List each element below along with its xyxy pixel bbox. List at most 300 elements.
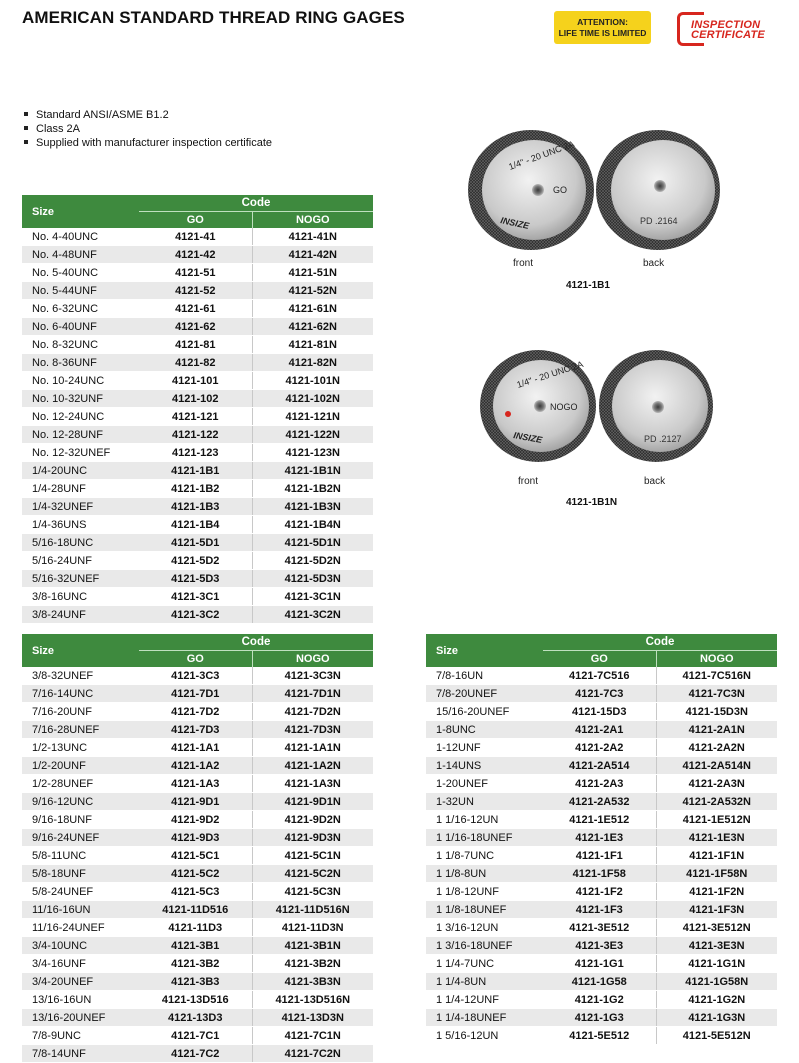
nogo-code-cell: 4121-3B2N	[252, 955, 373, 973]
go-code-cell: 4121-1F2	[543, 883, 656, 901]
size-cell: No. 4-40UNC	[22, 228, 139, 246]
size-cell: 1/4-32UNEF	[22, 498, 139, 516]
size-cell: No. 6-40UNF	[22, 318, 139, 336]
nogo-code-cell: 4121-1F3N	[656, 901, 777, 919]
nogo-header: NOGO	[252, 651, 373, 668]
brand-logo: INSIZE	[512, 430, 543, 446]
code-header: Code	[543, 634, 777, 651]
nogo-code-cell: 4121-1B1N	[252, 462, 373, 480]
go-code-cell: 4121-5C3	[139, 883, 252, 901]
gage-type-nogo: NOGO	[550, 402, 578, 412]
front-caption: front	[513, 258, 534, 269]
table-row	[22, 685, 373, 703]
size-cell: 7/8-9UNC	[22, 1027, 139, 1045]
go-code-cell: 4121-11D3	[139, 919, 252, 937]
table-row	[426, 703, 777, 721]
table-row	[22, 883, 373, 901]
size-cell: 1-12UNF	[426, 739, 543, 757]
nogo-code-cell: 4121-5C2N	[252, 865, 373, 883]
size-cell: No. 8-36UNF	[22, 354, 139, 372]
table-row	[22, 901, 373, 919]
go-code-cell: 4121-3B2	[139, 955, 252, 973]
size-cell: 1 1/8-12UNF	[426, 883, 543, 901]
table-row	[426, 1009, 777, 1027]
go-code-cell: 4121-61	[139, 300, 252, 318]
size-cell: 3/8-32UNEF	[22, 667, 139, 685]
size-cell: 1 1/4-7UNC	[426, 955, 543, 973]
table-row	[426, 667, 777, 685]
size-cell: No. 10-32UNF	[22, 390, 139, 408]
go-code-cell: 4121-3C2	[139, 606, 252, 624]
go-code-cell: 4121-9D2	[139, 811, 252, 829]
table-row	[426, 883, 777, 901]
table-row	[426, 1027, 777, 1045]
table-row	[22, 955, 373, 973]
size-cell: 1/4-28UNF	[22, 480, 139, 498]
size-table-1	[22, 195, 373, 624]
nogo-code-cell: 4121-2A1N	[656, 721, 777, 739]
size-cell: No. 6-32UNC	[22, 300, 139, 318]
size-cell: 1 1/4-18UNEF	[426, 1009, 543, 1027]
go-code-cell: 4121-3B3	[139, 973, 252, 991]
go-header: GO	[139, 212, 252, 229]
go-code-cell: 4121-2A3	[543, 775, 656, 793]
go-code-cell: 4121-5E512	[543, 1027, 656, 1045]
size-cell: 3/8-24UNF	[22, 606, 139, 624]
size-header: Size	[426, 634, 543, 667]
go-code-cell: 4121-7C3	[543, 685, 656, 703]
nogo-code-cell: 4121-3B3N	[252, 973, 373, 991]
size-cell: 1-20UNEF	[426, 775, 543, 793]
nogo-code-cell: 4121-1F1N	[656, 847, 777, 865]
nogo-code-cell: 4121-51N	[252, 264, 373, 282]
certificate-line-2: CERTIFICATE	[691, 29, 765, 41]
nogo-code-cell: 4121-13D3N	[252, 1009, 373, 1027]
size-cell: 11/16-16UN	[22, 901, 139, 919]
go-code-cell: 4121-7D1	[139, 685, 252, 703]
gage-nogo-front	[480, 350, 596, 462]
go-code-cell: 4121-1G3	[543, 1009, 656, 1027]
nogo-code-cell: 4121-2A3N	[656, 775, 777, 793]
ring-gage-images	[468, 128, 768, 528]
nogo-code-cell: 4121-7D2N	[252, 703, 373, 721]
table-row	[22, 246, 373, 264]
attention-badge	[554, 11, 651, 44]
nogo-code-cell: 4121-9D1N	[252, 793, 373, 811]
go-code-cell: 4121-3C1	[139, 588, 252, 606]
go-code-cell: 4121-3B1	[139, 937, 252, 955]
size-cell: 7/16-20UNF	[22, 703, 139, 721]
table-row	[426, 775, 777, 793]
go-code-cell: 4121-42	[139, 246, 252, 264]
table-row	[426, 739, 777, 757]
size-cell: No. 5-40UNC	[22, 264, 139, 282]
go-code-cell: 4121-1B3	[139, 498, 252, 516]
table-row	[22, 793, 373, 811]
back-caption: back	[644, 476, 666, 487]
size-cell: 7/16-14UNC	[22, 685, 139, 703]
nogo-code-cell: 4121-2A2N	[656, 739, 777, 757]
size-cell: 13/16-20UNEF	[22, 1009, 139, 1027]
back-caption: back	[643, 258, 665, 269]
table-row	[426, 919, 777, 937]
nogo-code-cell: 4121-1G3N	[656, 1009, 777, 1027]
nogo-header: NOGO	[252, 212, 373, 229]
nogo-code-cell: 4121-101N	[252, 372, 373, 390]
feature-list	[22, 108, 272, 150]
table-row	[22, 498, 373, 516]
nogo-code-cell: 4121-7D3N	[252, 721, 373, 739]
table-row	[426, 793, 777, 811]
size-cell: 15/16-20UNEF	[426, 703, 543, 721]
table-row	[22, 552, 373, 570]
nogo-code-cell: 4121-1G2N	[656, 991, 777, 1009]
nogo-code-cell: 4121-3C2N	[252, 606, 373, 624]
go-code-cell: 4121-1F58	[543, 865, 656, 883]
size-cell: 3/4-10UNC	[22, 937, 139, 955]
table-row	[22, 300, 373, 318]
nogo-code-cell: 4121-5C3N	[252, 883, 373, 901]
table-row	[22, 829, 373, 847]
go-code-cell: 4121-11D516	[139, 901, 252, 919]
go-code-cell: 4121-5C2	[139, 865, 252, 883]
go-code-cell: 4121-5C1	[139, 847, 252, 865]
go-code-cell: 4121-1E512	[543, 811, 656, 829]
nogo-code-cell: 4121-3E3N	[656, 937, 777, 955]
size-cell: 7/16-28UNEF	[22, 721, 139, 739]
size-cell: No. 4-48UNF	[22, 246, 139, 264]
nogo-code-cell: 4121-15D3N	[656, 703, 777, 721]
nogo-code-cell: 4121-7C516N	[656, 667, 777, 685]
size-cell: 1-8UNC	[426, 721, 543, 739]
go-header: GO	[139, 651, 252, 668]
nogo-code-cell: 4121-11D3N	[252, 919, 373, 937]
table-row	[22, 318, 373, 336]
nogo-code-cell: 4121-61N	[252, 300, 373, 318]
feature-item: Supplied with manufacturer inspection certificate	[22, 136, 272, 150]
go-code-cell: 4121-7C516	[543, 667, 656, 685]
feature-item: Standard ANSI/ASME B1.2	[22, 108, 272, 122]
go-code-cell: 4121-122	[139, 426, 252, 444]
go-code-cell: 4121-1E3	[543, 829, 656, 847]
table-row	[22, 811, 373, 829]
go-code-cell: 4121-121	[139, 408, 252, 426]
nogo-code-cell: 4121-1F58N	[656, 865, 777, 883]
go-code-cell: 4121-1B2	[139, 480, 252, 498]
size-cell: 9/16-24UNEF	[22, 829, 139, 847]
table-row	[22, 444, 373, 462]
product-code-caption: 4121-1B1	[566, 280, 610, 291]
go-code-cell: 4121-13D3	[139, 1009, 252, 1027]
nogo-code-cell: 4121-81N	[252, 336, 373, 354]
nogo-code-cell: 4121-7C3N	[656, 685, 777, 703]
size-cell: 7/8-14UNF	[22, 1045, 139, 1063]
size-cell: 1 1/16-18UNEF	[426, 829, 543, 847]
table-row	[22, 937, 373, 955]
table-row	[426, 937, 777, 955]
table-row	[22, 264, 373, 282]
nogo-code-cell: 4121-3B1N	[252, 937, 373, 955]
go-code-cell: 4121-51	[139, 264, 252, 282]
go-code-cell: 4121-9D1	[139, 793, 252, 811]
size-cell: No. 5-44UNF	[22, 282, 139, 300]
table-row	[426, 685, 777, 703]
nogo-code-cell: 4121-7D1N	[252, 685, 373, 703]
table-row	[22, 354, 373, 372]
size-cell: 5/8-11UNC	[22, 847, 139, 865]
nogo-code-cell: 4121-121N	[252, 408, 373, 426]
size-cell: 5/16-32UNEF	[22, 570, 139, 588]
size-cell: 1/2-28UNEF	[22, 775, 139, 793]
go-code-cell: 4121-13D516	[139, 991, 252, 1009]
size-cell: No. 12-24UNC	[22, 408, 139, 426]
size-cell: 1 5/16-12UN	[426, 1027, 543, 1045]
size-cell: 5/16-24UNF	[22, 552, 139, 570]
table-row	[22, 919, 373, 937]
table-row	[22, 991, 373, 1009]
nogo-code-cell: 4121-7C1N	[252, 1027, 373, 1045]
go-code-cell: 4121-2A1	[543, 721, 656, 739]
pd-marking: PD .2164	[640, 216, 678, 226]
size-cell: 1 1/8-18UNEF	[426, 901, 543, 919]
size-cell: No. 12-28UNF	[22, 426, 139, 444]
code-header: Code	[139, 195, 373, 212]
go-code-cell: 4121-7D2	[139, 703, 252, 721]
nogo-code-cell: 4121-5D3N	[252, 570, 373, 588]
go-code-cell: 4121-41	[139, 228, 252, 246]
attention-line-2: LIFE TIME IS LIMITED	[558, 27, 647, 38]
go-code-cell: 4121-15D3	[543, 703, 656, 721]
table-row	[22, 757, 373, 775]
nogo-code-cell: 4121-5D2N	[252, 552, 373, 570]
size-cell: 3/8-16UNC	[22, 588, 139, 606]
table-row	[22, 336, 373, 354]
nogo-code-cell: 4121-7C2N	[252, 1045, 373, 1063]
go-code-cell: 4121-7C2	[139, 1045, 252, 1063]
size-cell: No. 10-24UNC	[22, 372, 139, 390]
size-cell: 9/16-18UNF	[22, 811, 139, 829]
go-code-cell: 4121-1A3	[139, 775, 252, 793]
nogo-code-cell: 4121-2A514N	[656, 757, 777, 775]
size-cell: 5/16-18UNC	[22, 534, 139, 552]
go-code-cell: 4121-1A1	[139, 739, 252, 757]
table-row	[22, 1009, 373, 1027]
table-row	[22, 570, 373, 588]
go-code-cell: 4121-102	[139, 390, 252, 408]
nogo-code-cell: 4121-123N	[252, 444, 373, 462]
table-row	[22, 721, 373, 739]
go-code-cell: 4121-7C1	[139, 1027, 252, 1045]
table-row	[22, 1027, 373, 1045]
pd-marking: PD .2127	[644, 434, 682, 444]
size-cell: 3/4-20UNEF	[22, 973, 139, 991]
nogo-code-cell: 4121-1E3N	[656, 829, 777, 847]
size-cell: No. 8-32UNC	[22, 336, 139, 354]
go-code-cell: 4121-1G1	[543, 955, 656, 973]
size-cell: 1 3/16-18UNEF	[426, 937, 543, 955]
nogo-code-cell: 4121-52N	[252, 282, 373, 300]
nogo-code-cell: 4121-3E512N	[656, 919, 777, 937]
go-code-cell: 4121-7D3	[139, 721, 252, 739]
gage-marking: 1/4" - 20 UNC 2A	[515, 358, 585, 390]
table-row	[426, 811, 777, 829]
size-cell: 3/4-16UNF	[22, 955, 139, 973]
go-header: GO	[543, 651, 656, 668]
size-cell: 5/8-18UNF	[22, 865, 139, 883]
nogo-code-cell: 4121-5E512N	[656, 1027, 777, 1045]
table-row	[22, 516, 373, 534]
nogo-code-cell: 4121-5C1N	[252, 847, 373, 865]
size-table-2	[22, 634, 373, 1063]
go-code-cell: 4121-3C3	[139, 667, 252, 685]
go-code-cell: 4121-1G2	[543, 991, 656, 1009]
nogo-code-cell: 4121-3C3N	[252, 667, 373, 685]
table-row	[426, 973, 777, 991]
table-row	[426, 757, 777, 775]
feature-item: Class 2A	[22, 122, 272, 136]
table-row	[22, 480, 373, 498]
size-cell: 11/16-24UNEF	[22, 919, 139, 937]
size-cell: 1/2-20UNF	[22, 757, 139, 775]
table-row	[426, 829, 777, 847]
size-cell: No. 12-32UNEF	[22, 444, 139, 462]
code-header: Code	[139, 634, 373, 651]
nogo-code-cell: 4121-3C1N	[252, 588, 373, 606]
size-cell: 1/4-20UNC	[22, 462, 139, 480]
table-row	[426, 865, 777, 883]
go-code-cell: 4121-2A532	[543, 793, 656, 811]
nogo-code-cell: 4121-42N	[252, 246, 373, 264]
go-code-cell: 4121-2A514	[543, 757, 656, 775]
size-cell: 1 1/16-12UN	[426, 811, 543, 829]
nogo-code-cell: 4121-9D2N	[252, 811, 373, 829]
go-code-cell: 4121-1B1	[139, 462, 252, 480]
size-cell: 1/2-13UNC	[22, 739, 139, 757]
size-cell: 9/16-12UNC	[22, 793, 139, 811]
go-code-cell: 4121-3E3	[543, 937, 656, 955]
size-header: Size	[22, 634, 139, 667]
go-code-cell: 4121-5D2	[139, 552, 252, 570]
nogo-code-cell: 4121-1G58N	[656, 973, 777, 991]
gage-go-front	[468, 130, 594, 250]
nogo-code-cell: 4121-1A1N	[252, 739, 373, 757]
go-code-cell: 4121-81	[139, 336, 252, 354]
nogo-code-cell: 4121-41N	[252, 228, 373, 246]
table-row	[426, 955, 777, 973]
size-cell: 1/4-36UNS	[22, 516, 139, 534]
go-code-cell: 4121-82	[139, 354, 252, 372]
gage-type-go: GO	[553, 185, 568, 195]
size-cell: 7/8-16UN	[426, 667, 543, 685]
attention-line-1: ATTENTION:	[577, 16, 628, 27]
nogo-code-cell: 4121-102N	[252, 390, 373, 408]
nogo-header: NOGO	[656, 651, 777, 668]
size-cell: 13/16-16UN	[22, 991, 139, 1009]
nogo-code-cell: 4121-13D516N	[252, 991, 373, 1009]
go-code-cell: 4121-101	[139, 372, 252, 390]
table-row	[22, 739, 373, 757]
table-row	[22, 667, 373, 685]
table-row	[22, 1045, 373, 1063]
size-header: Size	[22, 195, 139, 228]
red-dot-icon	[505, 411, 511, 417]
size-table-3	[426, 634, 777, 1045]
certificate-line-1: INSPECTION	[691, 19, 761, 31]
size-cell: 7/8-20UNEF	[426, 685, 543, 703]
nogo-code-cell: 4121-122N	[252, 426, 373, 444]
certificate-text	[691, 20, 765, 40]
go-code-cell: 4121-2A2	[543, 739, 656, 757]
go-code-cell: 4121-1F3	[543, 901, 656, 919]
go-code-cell: 4121-1B4	[139, 516, 252, 534]
inspection-certificate-logo	[677, 12, 787, 44]
nogo-code-cell: 4121-82N	[252, 354, 373, 372]
table-row	[426, 991, 777, 1009]
go-code-cell: 4121-5D1	[139, 534, 252, 552]
nogo-code-cell: 4121-1F2N	[656, 883, 777, 901]
go-code-cell: 4121-9D3	[139, 829, 252, 847]
table-row	[22, 588, 373, 606]
go-code-cell: 4121-5D3	[139, 570, 252, 588]
nogo-code-cell: 4121-1B2N	[252, 480, 373, 498]
gage-marking: 1/4" - 20 UNC 2A	[507, 138, 576, 172]
go-code-cell: 4121-52	[139, 282, 252, 300]
go-code-cell: 4121-123	[139, 444, 252, 462]
front-caption: front	[518, 476, 539, 487]
go-code-cell: 4121-1F1	[543, 847, 656, 865]
size-cell: 1 1/4-12UNF	[426, 991, 543, 1009]
table-row	[426, 721, 777, 739]
table-row	[22, 426, 373, 444]
go-code-cell: 4121-1A2	[139, 757, 252, 775]
go-code-cell: 4121-3E512	[543, 919, 656, 937]
nogo-code-cell: 4121-1G1N	[656, 955, 777, 973]
nogo-code-cell: 4121-1E512N	[656, 811, 777, 829]
product-code-caption: 4121-1B1N	[566, 497, 618, 508]
table-row	[22, 973, 373, 991]
table-row	[22, 390, 373, 408]
size-cell: 1 1/8-8UN	[426, 865, 543, 883]
size-cell: 5/8-24UNEF	[22, 883, 139, 901]
gage-nogo-back	[599, 350, 713, 462]
nogo-code-cell: 4121-1B3N	[252, 498, 373, 516]
nogo-code-cell: 4121-1A2N	[252, 757, 373, 775]
go-code-cell: 4121-62	[139, 318, 252, 336]
brand-logo: INSIZE	[499, 215, 531, 231]
table-row	[22, 775, 373, 793]
size-cell: 1-32UN	[426, 793, 543, 811]
nogo-code-cell: 4121-2A532N	[656, 793, 777, 811]
table-row	[22, 372, 373, 390]
gage-go-back	[596, 130, 720, 250]
table-row	[22, 534, 373, 552]
size-cell: 1-14UNS	[426, 757, 543, 775]
nogo-code-cell: 4121-9D3N	[252, 829, 373, 847]
go-code-cell: 4121-1G58	[543, 973, 656, 991]
nogo-code-cell: 4121-1B4N	[252, 516, 373, 534]
page-title: AMERICAN STANDARD THREAD RING GAGES	[22, 8, 405, 27]
nogo-code-cell: 4121-62N	[252, 318, 373, 336]
table-row	[426, 847, 777, 865]
table-row	[22, 282, 373, 300]
table-row	[22, 606, 373, 624]
table-row	[22, 408, 373, 426]
nogo-code-cell: 4121-11D516N	[252, 901, 373, 919]
table-row	[426, 901, 777, 919]
size-cell: 1 1/8-7UNC	[426, 847, 543, 865]
table-row	[22, 865, 373, 883]
table-row	[22, 228, 373, 246]
